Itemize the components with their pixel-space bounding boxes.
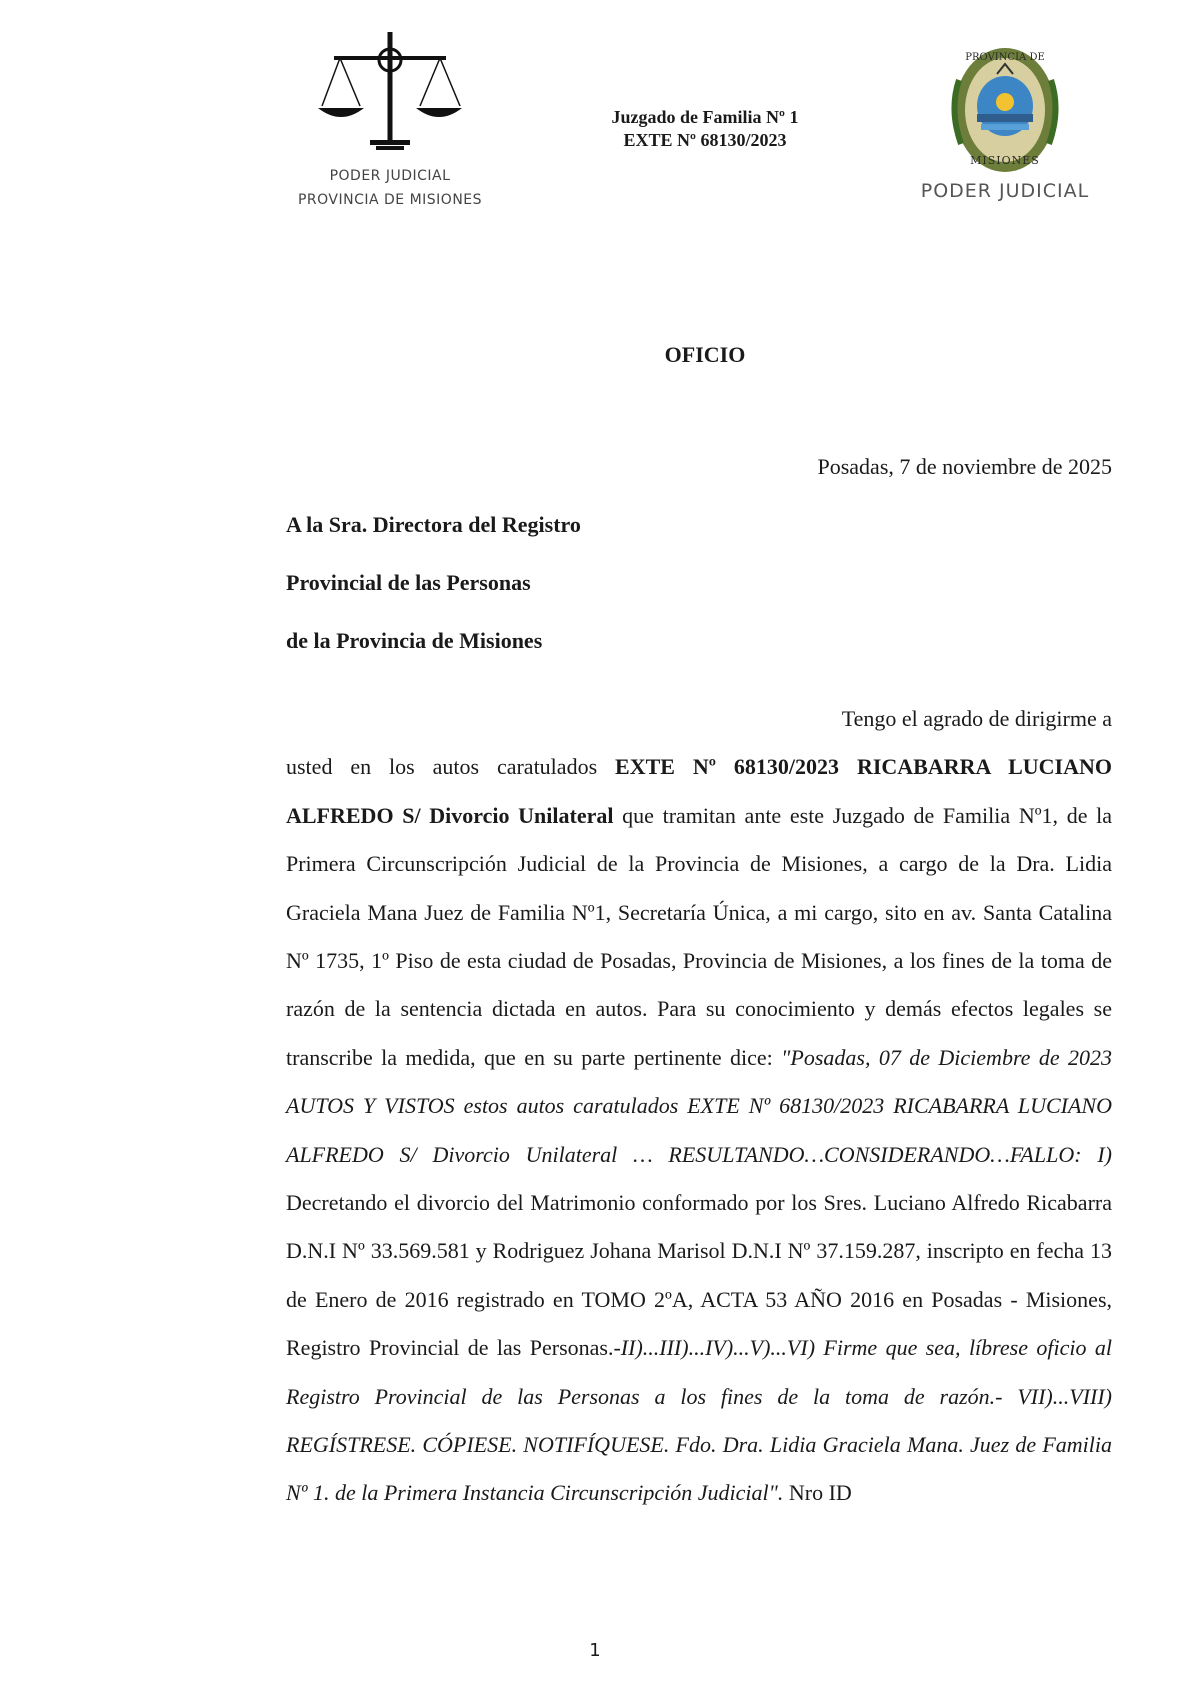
scales-of-justice-icon [314, 28, 466, 158]
left-logo-caption-2: PROVINCIA DE MISIONES [297, 192, 483, 208]
addressee-line-2: Provincial de las Personas [286, 570, 531, 595]
court-header [540, 106, 870, 152]
case-number: EXTE Nº 68130/2023 [623, 130, 787, 150]
body-part-3: Decretando el divorcio del Matrimonio conformado por los Sres. Luciano Alfredo Ricabarra D.N.I Nº 33.569.581 y Rodriguez Johana Marisol D.N.I Nº 37.159.287, inscripto en fecha 13 de Enero de 2016 registrado en TOMO 2ºA, ACTA 53 AÑO 2016 en Posadas - Misiones, Registro Provincial de las Personas.- [286, 1190, 1112, 1361]
quoted-ruling-part-2: II)...III)...IV)...V)...VI) Firme que sea, líbrese oficio al Registro Provincial de las Personas a los fines de la toma de razón.- VII)...VIII) REGÍSTRESE. CÓPIESE. NOTIFÍQUESE. Fdo. Dra. Lidia Graciela Mana. Juez de Familia Nº 1. de la Primera Instancia Circunscripción Judicial". [286, 1335, 1112, 1506]
court-name: Juzgado de Familia Nº 1 [611, 107, 799, 127]
document-title: OFICIO [664, 342, 746, 367]
seal-text-top: PROVINCIA DE [965, 52, 1045, 63]
quoted-ruling-part-1: "Posadas, 07 de Diciembre de 2023 AUTOS Y VISTOS estos autos caratulados EXTE Nº 68130/2023 RICABARRA LUCIANO ALFREDO S/ Divorcio Unilateral … RESULTANDO…CONSIDERANDO…FALLO: I) [286, 1044, 1112, 1167]
body-part-2: que tramitan ante este Juzgado de Familia Nº1, de la Primera Circunscripción Judicial de la Provincia de Misiones, a cargo de la Dra. Lidia Graciela Mana Juez de Familia Nº1, Secretaría Única, a mi cargo, sito en av. Santa Catalina Nº 1735, 1º Piso de esta ciudad de Posadas, Provincia de Misiones, a los fines de la toma de razón de la sentencia dictada en autos. Para su conocimiento y demás efectos legales se transcribe la medida, que en su parte pertinente dice: [286, 802, 1113, 1070]
poder-judicial-scales-logo [290, 28, 490, 208]
left-logo-caption-1: PODER JUDICIAL [329, 168, 451, 184]
right-logo-caption: PODER JUDICIAL [920, 180, 1090, 202]
addressee-line-1: A la Sra. Directora del Registro [286, 512, 581, 537]
document-date: Posadas, 7 de noviembre de 2025 [817, 454, 1112, 479]
addressee-line-3: de la Provincia de Misiones [286, 628, 543, 653]
body-part-4: Nro ID [783, 1480, 852, 1506]
body-text [286, 695, 1112, 1518]
seal-text-bottom: MISIONES [970, 154, 1040, 167]
opening-line: Tengo el agrado de dirigirme a [841, 706, 1112, 731]
provincia-de-misiones-seal-logo [905, 40, 1105, 210]
body-part-1: usted en los autos caratulados [286, 754, 616, 780]
case-caption-bold: EXTE Nº 68130/2023 RICABARRA LUCIANO ALFREDO S/ Divorcio Unilateral [286, 754, 1112, 828]
page-number: 1 [589, 1640, 601, 1661]
